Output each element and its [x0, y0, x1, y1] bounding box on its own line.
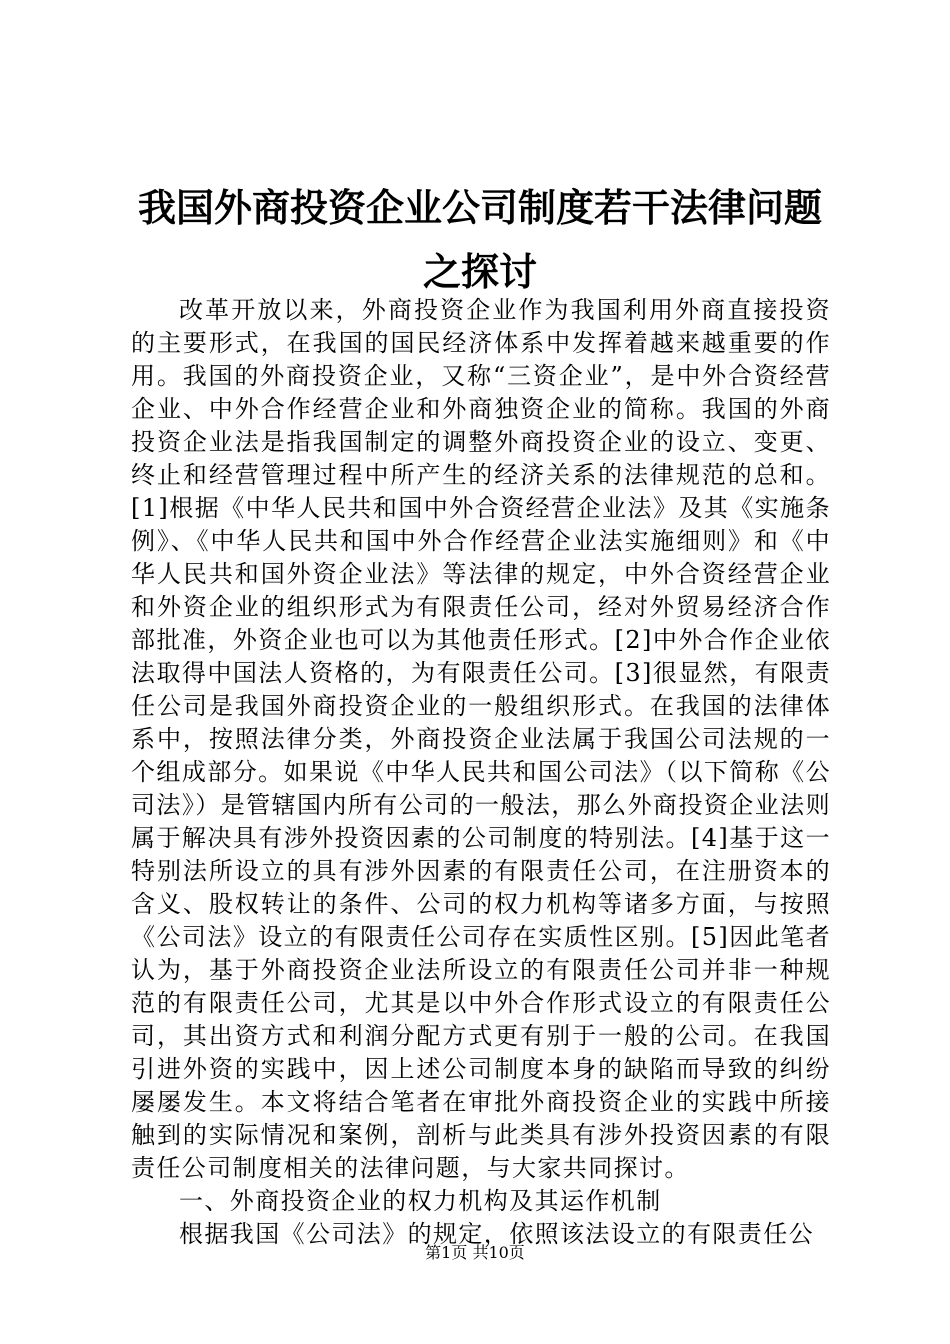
section-heading: 一、外商投资企业的权力机构及其运作机制	[179, 1187, 662, 1215]
paragraph-intro: 改革开放以来，外商投资企业作为我国利用外商直接投资的主要形式，在我国的国民经济体系中发挥着越来越重要的作用。我国的外商投资企业，又称“三资企业”，是中外合资经营企业、中外合作经营企业和外商独资企业的简称。我国的外商投资企业法是指我国制定的调整外商投资企业的设立、变更、终止和经营管理过程中所产生的经济关系的法律规范的总和。[1]根据《中华人民共和国中外合资经营企业法》及其《实施条例》、《中华人民共和国中外合作经营企业法实施细则》和《中华人民共和国外资企业法》等法律的规定，中外合资经营企业和外资企业的组织形式为有限责任公司，经对外贸易经济合作部批准，外资企业也可以为其他责任形式。[2]中外合作企业依法取得中国法人资格的，为有限责任公司。[3]很显然，有限责任公司是我国外商投资企业的一般组织形式。在我国的法律体系中，按照法律分类，外商投资企业法属于我国公司法规的一个组成部分。如果说《中华人民共和国公司法》（以下简称《公司法》）是管辖国内所有公司的一般法，那么外商投资企业法则属于解决具有涉外投资因素的公司制度的特别法。[4]基于这一特别法所设立的具有涉外因素的有限责任公司，在注册资本的含义、股权转让的条件、公司的权力机构等诸多方面，与按照《公司法》设立的有限责任公司存在实质性区别。[5]因此笔者认为，基于外商投资企业法所设立的有限责任公司并非一种规范的有限责任公司，尤其是以中外合作形式设立的有限责任公司，其出资方式和利润分配方式更有别于一般的公司。在我国引进外资的实践中，因上述公司制度本身的缺陷而导致的纠纷屡屡发生。本文将结合笔者在审批外商投资企业的实践中所接触到的实际情况和案例，剖析与此类具有涉外投资因素的有限责任公司制度相关的法律问题，与大家共同探讨。	[131, 296, 831, 1182]
paragraph-section-start: 根据我国《公司法》的规定，依照该法设立的有限责任公	[179, 1220, 814, 1248]
document-title: 我国外商投资企业公司制度若干法律问题之探讨	[137, 186, 822, 294]
page-footer: 第1页 共10页	[425, 1243, 525, 1262]
document-body	[131, 294, 831, 1251]
